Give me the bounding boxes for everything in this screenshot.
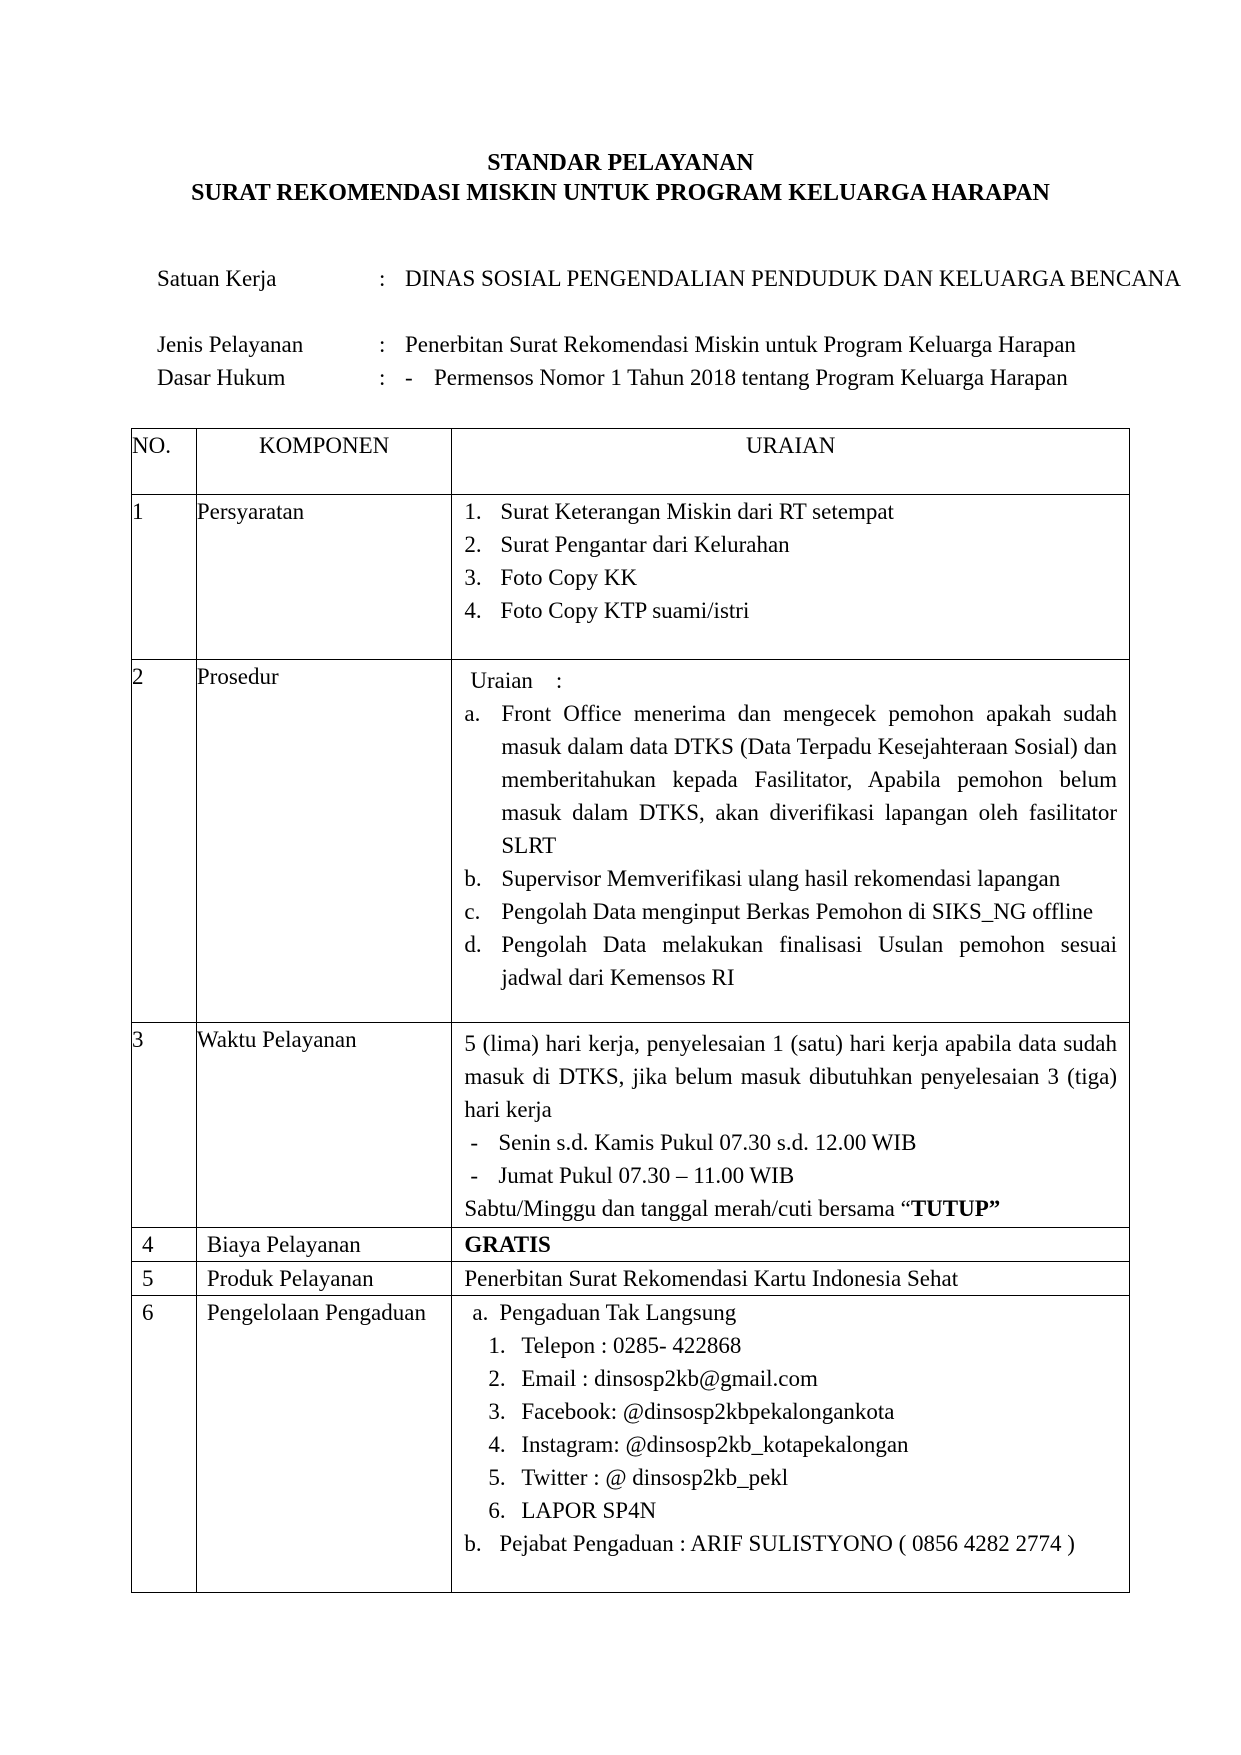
list-item: 1. Telepon : 0285- 422868 xyxy=(488,1333,742,1358)
pengaduan-tak-langsung: a. Pengaduan Tak Langsung xyxy=(472,1300,737,1325)
row-number: 6 xyxy=(132,1296,197,1593)
row-number: 4 xyxy=(132,1228,197,1262)
table-row xyxy=(132,1228,1130,1262)
list-item: 6. LAPOR SP4N xyxy=(488,1498,657,1523)
meta-satuan-kerja xyxy=(157,262,1182,328)
satuan-kerja-value: DINAS SOSIAL PENGENDALIAN PENDUDUK DAN KELUARGA BENCANA xyxy=(405,266,1182,291)
table-row xyxy=(132,495,1130,660)
table-row xyxy=(132,660,1130,1023)
row-komponen: Persyaratan xyxy=(196,495,451,660)
waktu-closing: Sabtu/Minggu dan tanggal merah/cuti bersama “TUTUP” xyxy=(464,1196,1001,1221)
kontak-list xyxy=(452,1329,1119,1527)
row-komponen: Waktu Pelayanan xyxy=(196,1023,451,1228)
row-komponen: Produk Pelayanan xyxy=(196,1262,451,1296)
document-title: STANDAR PELAYANAN xyxy=(487,150,754,176)
row-number: 5 xyxy=(132,1262,197,1296)
list-item: 1. Surat Keterangan Miskin dari RT setempat xyxy=(464,499,894,524)
row-uraian: GRATIS xyxy=(452,1228,1130,1262)
list-item: 5. Twitter : @ dinsosp2kb_pekl xyxy=(488,1465,789,1490)
list-item: - Senin s.d. Kamis Pukul 07.30 s.d. 12.00 WIB xyxy=(470,1130,917,1155)
list-item: 3. Facebook: @dinsosp2kbpekalongankota xyxy=(488,1399,895,1424)
meta-jenis-pelayanan xyxy=(157,328,1157,361)
jenis-pelayanan-colon: : xyxy=(379,332,386,357)
row-komponen: Pengelolaan Pengaduan xyxy=(196,1296,451,1593)
header-komponen: KOMPONEN xyxy=(196,429,451,495)
list-item: a. Front Office menerima dan mengecek pemohon apakah sudah masuk dalam data DTKS (Data Terpadu Kesejahteraan Sosial) dan memberitahukan kepada Fasilitator, Apabila pemohon belum masuk dalam DTKS, akan diverifikasi lapangan oleh fasilitator SLRT xyxy=(464,701,1117,858)
row-komponen: Prosedur xyxy=(196,660,451,1023)
list-item: d. Pengolah Data melakukan finalisasi Usulan pemohon sesuai jadwal dari Kemensos RI xyxy=(464,932,1117,990)
list-item: - Jumat Pukul 07.30 – 11.00 WIB xyxy=(470,1163,795,1188)
row-uraian xyxy=(452,495,1130,660)
persyaratan-list xyxy=(452,495,1129,627)
row-uraian: Penerbitan Surat Rekomendasi Kartu Indonesia Sehat xyxy=(452,1262,1130,1296)
prosedur-intro: Uraian : xyxy=(470,668,563,693)
dasar-hukum-value: Permensos Nomor 1 Tahun 2018 tentang Program Keluarga Harapan xyxy=(434,365,1068,390)
meta-dasar-hukum xyxy=(157,361,1157,394)
row-komponen: Biaya Pelayanan xyxy=(196,1228,451,1262)
row-number: 2 xyxy=(132,660,197,1023)
row-uraian xyxy=(452,1296,1130,1593)
list-item: b. Supervisor Memverifikasi ulang hasil rekomendasi lapangan xyxy=(464,866,1061,891)
row-uraian xyxy=(452,660,1130,1023)
table-row xyxy=(132,1296,1130,1593)
satuan-kerja-label: Satuan Kerja xyxy=(157,266,277,291)
table-header-row xyxy=(132,429,1130,495)
service-standard-table xyxy=(131,428,1130,1593)
list-item: c. Pengolah Data menginput Berkas Pemohon di SIKS_NG offline xyxy=(464,899,1094,924)
list-item: 4. Foto Copy KTP suami/istri xyxy=(464,598,750,623)
pejabat-pengaduan: b. Pejabat Pengaduan : ARIF SULISTYONO ( 0856 4282 2774 ) xyxy=(464,1531,1075,1556)
list-item: 3. Foto Copy KK xyxy=(464,565,638,590)
row-number: 3 xyxy=(132,1023,197,1228)
dasar-hukum-marker: - xyxy=(405,365,413,390)
jenis-pelayanan-label: Jenis Pelayanan xyxy=(157,332,304,357)
satuan-kerja-colon: : xyxy=(379,266,386,291)
header-no: NO. xyxy=(132,429,197,495)
table-row xyxy=(132,1262,1130,1296)
list-item: 4. Instagram: @dinsosp2kb_kotapekalongan xyxy=(488,1432,909,1457)
list-item: 2. Email : dinsosp2kb@gmail.com xyxy=(488,1366,818,1391)
jenis-pelayanan-value: Penerbitan Surat Rekomendasi Miskin untuk Program Keluarga Harapan xyxy=(405,332,1076,357)
table-row xyxy=(132,1023,1130,1228)
list-item: 2. Surat Pengantar dari Kelurahan xyxy=(464,532,790,557)
row-number: 1 xyxy=(132,495,197,660)
dasar-hukum-colon: : xyxy=(379,365,386,390)
header-uraian: URAIAN xyxy=(452,429,1130,495)
waktu-text: 5 (lima) hari kerja, penyelesaian 1 (satu) hari kerja apabila data sudah masuk di DTKS, jika belum masuk dibutuhkan penyelesaian 3 (tiga) hari kerja xyxy=(464,1031,1117,1122)
document-subtitle: SURAT REKOMENDASI MISKIN UNTUK PROGRAM KELUARGA HARAPAN xyxy=(191,180,1050,206)
row-uraian xyxy=(452,1023,1130,1228)
dasar-hukum-label: Dasar Hukum xyxy=(157,365,286,390)
